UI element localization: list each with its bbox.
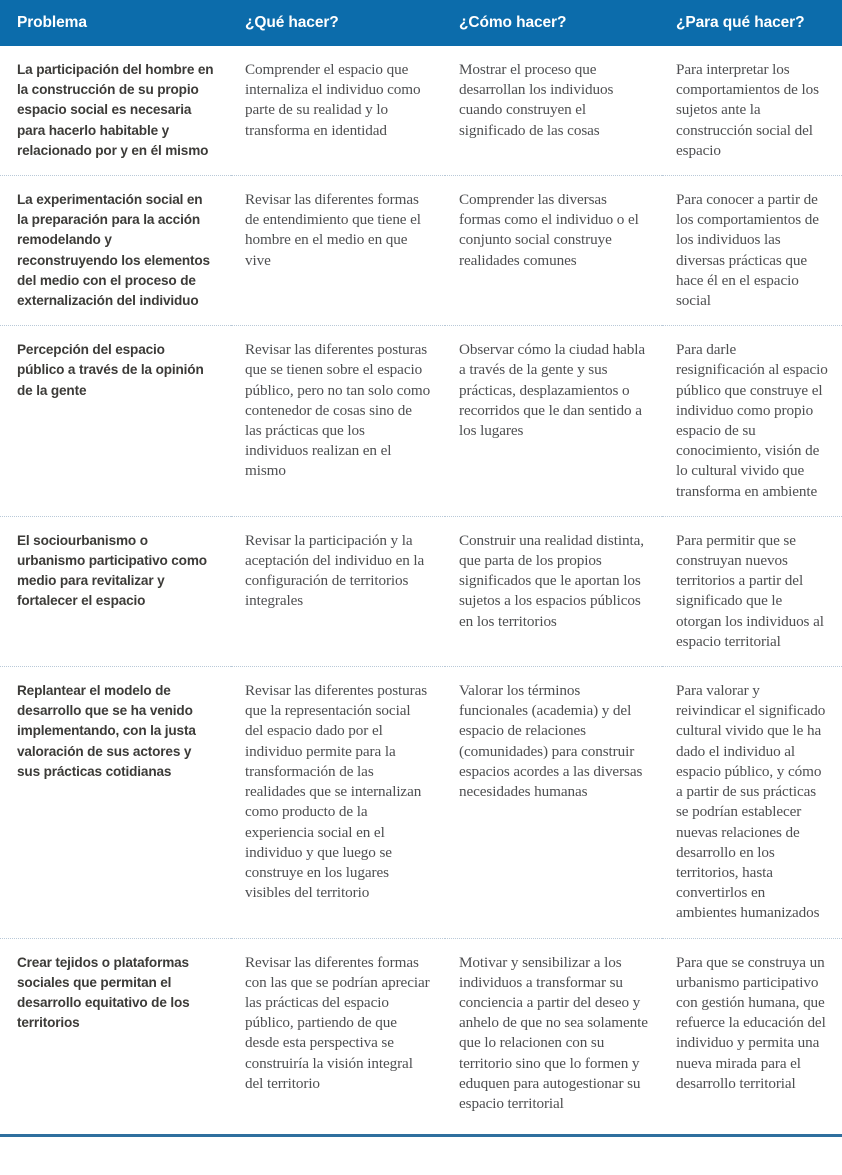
cell-problema: Crear tejidos o plataformas sociales que permitan el desarrollo equitativo de los territorios	[17, 954, 190, 1031]
cell-que-hacer: Revisar las diferentes formas con las que se podrían apreciar las prácticas del espacio público, partiendo de que desde esta perspectiva se construiría la visión integral del territorio	[245, 953, 430, 1092]
cell-que-hacer: Comprender el espacio que internaliza el individuo como parte de su realidad y lo transforma en identidad	[231, 46, 445, 176]
column-header-como-hacer: ¿Cómo hacer?	[459, 14, 567, 31]
cell-como-hacer: Motivar y sensibilizar a los individuos a transformar su conciencia a partir del deseo y anhelo de que no sea solamente que lo relacionen con su territorio sino que lo formen y eduquen para autogestionar su espacio territorial	[459, 953, 648, 1112]
cell-para-que-hacer: Para conocer a partir de los comportamientos de los individuos las diversas prácticas que hace él en el espacio social	[662, 176, 842, 326]
table-row	[0, 667, 842, 938]
table-header-row	[0, 0, 842, 46]
table-row	[0, 516, 842, 666]
cell-problema: Replantear el modelo de desarrollo que se ha venido implementando, con la justa valoración de sus actores y sus prácticas cotidianas	[0, 667, 231, 938]
cell-para-que-hacer: Para permitir que se construyan nuevos territorios a partir del significado que le otorgan los individuos al espacio territorial	[662, 516, 842, 666]
table-row	[0, 46, 842, 176]
cell-como-hacer: Mostrar el proceso que desarrollan los individuos cuando construyen el significado de las cosas	[445, 46, 662, 176]
cell-para-que-hacer: Para interpretar los comportamientos de los sujetos ante la construcción social del espacio	[662, 46, 842, 176]
cell-para-que-hacer: Para darle resignificación al espacio público que construye el individuo como propio espacio de su conocimiento, visión de lo cultural vivido que transforma en ambiente	[662, 326, 842, 517]
cell-problema: La participación del hombre en la construcción de su propio espacio social es necesaria para hacerlo habitable y relacionado por y en él mismo	[0, 46, 231, 176]
cell-como-hacer: Valorar los términos funcionales (academia) y del espacio de relaciones (comunidades) para construir espacios acordes a las diversas necesidades humanas	[445, 667, 662, 938]
cell-que-hacer: Revisar las diferentes posturas que se tienen sobre el espacio público, pero no tan solo como contenedor de cosas sino de las prácticas que los individuos realizan en el mismo	[231, 326, 445, 517]
column-header-problema: Problema	[17, 14, 87, 31]
cell-como-hacer: Construir una realidad distinta, que parta de los propios significados que le aportan los sujetos a los espacios públicos en los territorios	[445, 516, 662, 666]
cell-como-hacer: Observar cómo la ciudad habla a través de la gente y sus prácticas, desplazamientos o recorridos que le dan sentido a los lugares	[445, 326, 662, 517]
cell-para-que-hacer: Para valorar y reivindicar el significado cultural vivido que le ha dado el individuo al espacio público, y cómo a partir de sus prácticas se podrían establecer nuevas relaciones de desarrollo en los territorios, hasta convertirlos en ambientes humanizados	[662, 667, 842, 938]
cell-problema: El sociourbanismo o urbanismo participativo como medio para revitalizar y fortalecer el espacio	[0, 516, 231, 666]
cell-problema: La experimentación social en la preparación para la acción remodelando y reconstruyendo los elementos del medio con el proceso de externalización del individuo	[0, 176, 231, 326]
cell-como-hacer: Comprender las diversas formas como el individuo o el conjunto social construye realidades comunes	[445, 176, 662, 326]
table-row	[0, 326, 842, 517]
table-row	[0, 938, 842, 1128]
cell-que-hacer: Revisar las diferentes formas de entendimiento que tiene el hombre en el medio en que vive	[231, 176, 445, 326]
column-header-que-hacer: ¿Qué hacer?	[245, 14, 339, 31]
cell-problema: Percepción del espacio público a través de la opinión de la gente	[0, 326, 231, 517]
table-header	[0, 0, 842, 46]
table-row	[0, 176, 842, 326]
column-header-para-que-hacer: ¿Para qué hacer?	[676, 14, 805, 31]
cell-que-hacer: Revisar las diferentes posturas que la representación social del espacio dado por el individuo permite para la transformación de las realidades que se internalizan como producto de la experiencia social en el individuo y que luego se construye en los lugares visibles del territorio	[231, 667, 445, 938]
cell-para-que-hacer: Para que se construya un urbanismo participativo con gestión humana, que refuerce la educación del individuo y permita una nueva mirada para el desarrollo territorial	[676, 953, 826, 1092]
cell-que-hacer: Revisar la participación y la aceptación del individuo en la configuración de territorios integrales	[231, 516, 445, 666]
table-bottom-rule	[0, 1134, 842, 1137]
table-body	[0, 46, 842, 1128]
